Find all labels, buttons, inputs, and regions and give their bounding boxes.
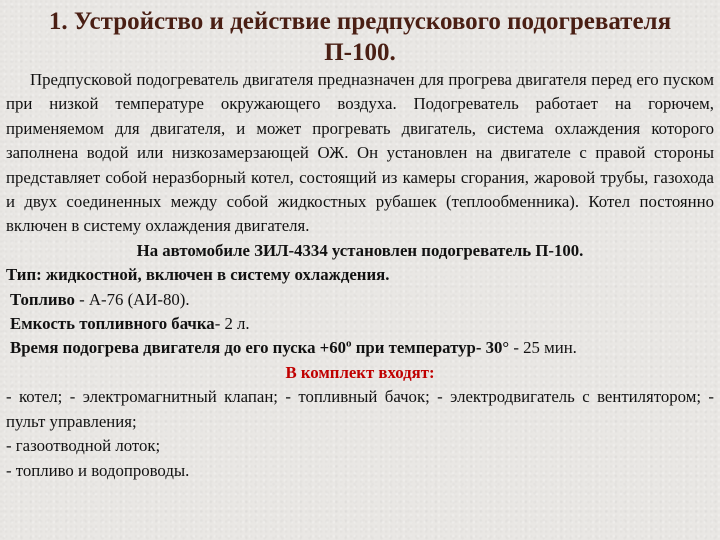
type-line: Тип: жидкостной, включен в систему охлаждения. — [6, 265, 390, 285]
vehicle-note: На автомобиле ЗИЛ-4334 установлен подогреватель П-100. — [136, 240, 584, 260]
tank-line — [6, 312, 714, 336]
slide-title — [0, 6, 720, 68]
tank-label: Емкость топливного бачка — [10, 314, 215, 334]
fuel-line — [6, 288, 714, 312]
title-line-1: 1. Устройство и действие предпускового подогревателя — [48, 8, 672, 35]
kit-heading: В комплект входят: — [285, 362, 435, 382]
kit-item-exhaust-tray: - газоотводной лоток; — [6, 436, 161, 456]
heating-time-label-b: при температур- 30° — [351, 338, 510, 358]
heating-time-label-a: Время подогрева двигателя до его пуска +60 — [10, 338, 347, 358]
slide-body — [6, 68, 714, 483]
fuel-value: - А-76 (АИ-80). — [74, 289, 190, 309]
heating-time-value: - 25 мин. — [509, 338, 577, 358]
kit-items-line: - котел; - электромагнитный клапан; - топливный бачок; - электродвигатель с вентилятором; - пульт управления; — [6, 387, 714, 431]
title-line-2: П-100. — [324, 39, 396, 66]
fuel-label: Топливо — [10, 289, 75, 309]
intro-paragraph: Предпусковой подогреватель двигателя предназначен для прогрева двигателя перед его пуском при низкой температуре окружающего воздуха. Подогреватель работает на горючем, применяемом для двигателя, и может прогревать двигатель, система охлаждения которого заполнена водой или низкозамерзающей ОЖ. Он установлен на двигателе с правой стороны представляет собой неразборный котел, состоящий из камеры сгорания, жаровой трубы, газохода и двух соединенных между собой жидкостных рубашек (теплообменника). Котел постоянно включен в систему охлаждения двигателя. — [6, 70, 714, 236]
kit-item-pipes: - топливо и водопроводы. — [6, 460, 190, 480]
heating-time-sup: о — [346, 337, 352, 350]
heating-time-line — [6, 336, 714, 360]
tank-value: - 2 л. — [214, 314, 250, 334]
